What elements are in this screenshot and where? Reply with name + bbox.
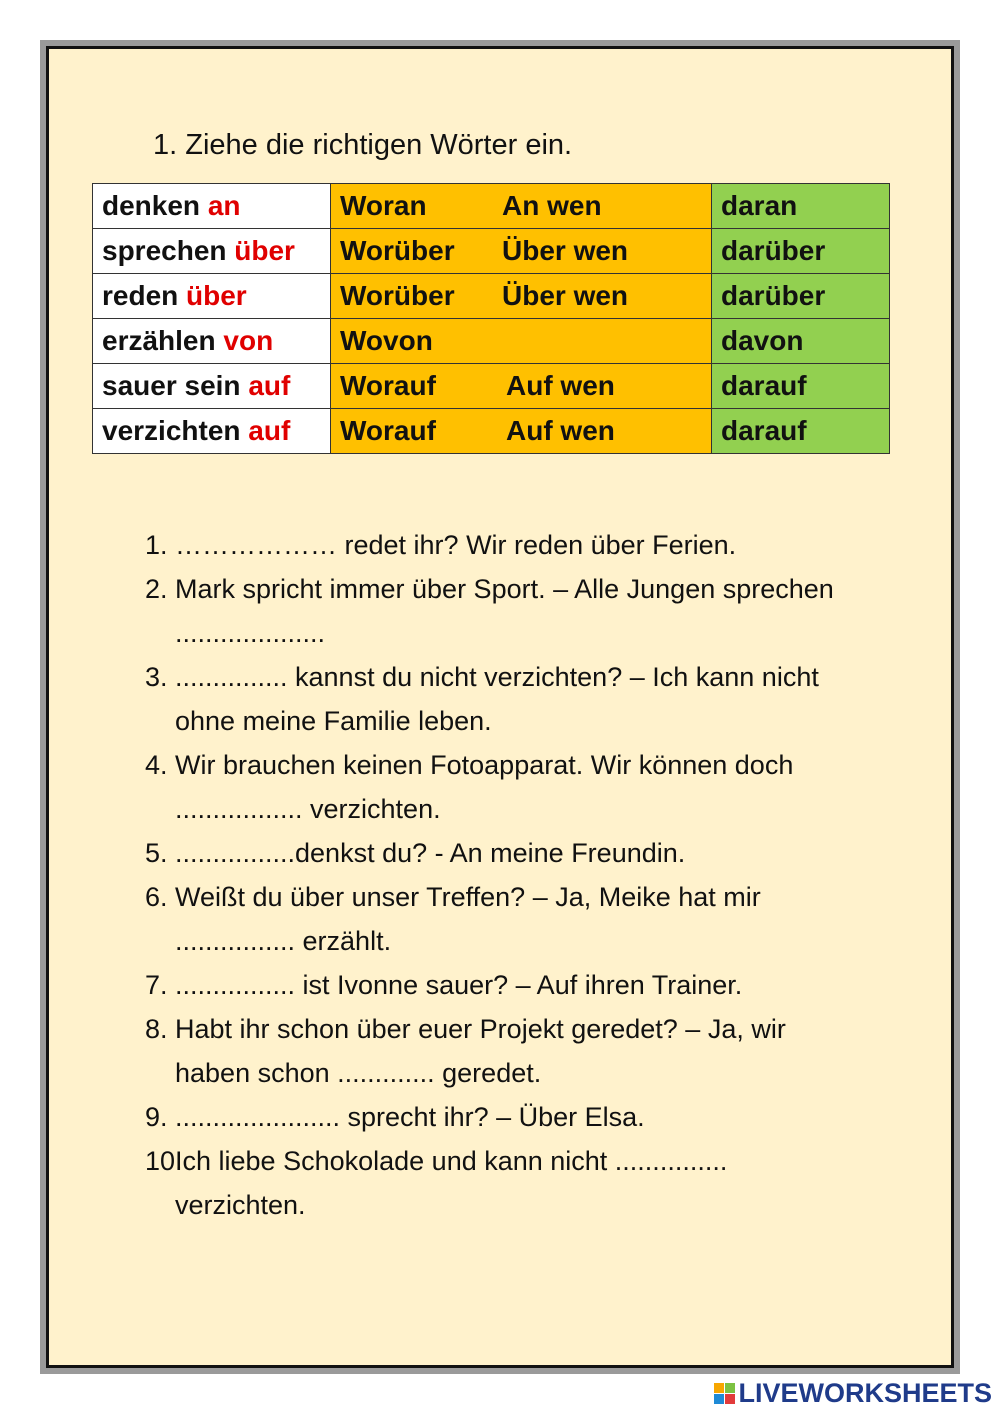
- pronominal-adverb-cell: daran: [712, 184, 890, 229]
- liveworksheets-logo-icon: [714, 1383, 735, 1404]
- exercise-item: [145, 1007, 865, 1095]
- worksheet-frame: [40, 40, 960, 1374]
- verb-cell: [93, 184, 331, 229]
- exercise-sentence: Weißt du über unser Treffen? – Ja, Meike hat mir ................ erzählt.: [175, 882, 761, 956]
- question-word-thing: Worauf: [340, 370, 436, 401]
- question-word-cell: [331, 274, 712, 319]
- exercise-number: 9.: [145, 1102, 168, 1132]
- exercise-item: [145, 567, 865, 655]
- verb-text: verzichten: [102, 415, 249, 446]
- pronominal-adverb-cell: darüber: [712, 274, 890, 319]
- exercise-number: 10.: [145, 1146, 183, 1176]
- table-row: [93, 184, 890, 229]
- exercise-list: [145, 523, 865, 1227]
- exercise-sentence: Ich liebe Schokolade und kann nicht ............... verzichten.: [175, 1146, 728, 1220]
- exercise-number: 4.: [145, 750, 168, 780]
- exercise-item: [145, 831, 865, 875]
- preposition-text: auf: [248, 370, 291, 401]
- verb-cell: [93, 274, 331, 319]
- exercise-number: 8.: [145, 1014, 168, 1044]
- table-row: [93, 409, 890, 454]
- question-word-thing: Worüber: [340, 280, 455, 311]
- exercise-item: [145, 523, 865, 567]
- table-row: [93, 364, 890, 409]
- brand-text: LIVEWORKSHEETS: [738, 1377, 992, 1408]
- liveworksheets-logo: [714, 1378, 992, 1408]
- exercise-item: [145, 1139, 865, 1227]
- exercise-sentence: ……………… redet ihr? Wir reden über Ferien.: [175, 530, 737, 560]
- exercise-item: [145, 743, 865, 831]
- table-row: [93, 229, 890, 274]
- exercise-item: [145, 1095, 865, 1139]
- exercise-sentence: ................denkst du? - An meine Freundin.: [175, 838, 686, 868]
- table-row: [93, 274, 890, 319]
- pronominal-adverb-cell: darüber: [712, 229, 890, 274]
- question-word-person: Über wen: [502, 280, 629, 311]
- exercise-number: 5.: [145, 838, 168, 868]
- preposition-text: auf: [248, 415, 291, 446]
- exercise-item: [145, 875, 865, 963]
- exercise-sentence: Wir brauchen keinen Fotoapparat. Wir können doch ................. verzichten.: [175, 750, 794, 824]
- verb-cell: [93, 229, 331, 274]
- question-word-thing: Wovon: [340, 325, 433, 356]
- exercise-number: 7.: [145, 970, 168, 1000]
- exercise-sentence: Habt ihr schon über euer Projekt geredet? – Ja, wir haben schon ............. geredet.: [175, 1014, 786, 1088]
- preposition-table: [92, 183, 890, 454]
- question-word-thing: Woran: [340, 190, 427, 221]
- verb-text: reden: [102, 280, 187, 311]
- verb-cell: [93, 364, 331, 409]
- exercise-number: 1.: [145, 530, 168, 560]
- verb-text: denken: [102, 190, 208, 221]
- verb-text: erzählen: [102, 325, 224, 356]
- question-word-person: Auf wen: [506, 370, 615, 401]
- question-word-person: An wen: [502, 190, 602, 221]
- exercise-number: 3.: [145, 662, 168, 692]
- preposition-text: über: [234, 235, 295, 266]
- exercise-sentence: ...................... sprecht ihr? – Über Elsa.: [175, 1102, 645, 1132]
- exercise-item: [145, 655, 865, 743]
- preposition-text: von: [223, 325, 274, 356]
- verb-text: sprechen: [102, 235, 235, 266]
- question-word-thing: Worüber: [340, 235, 455, 266]
- exercise-number: 2.: [145, 574, 168, 604]
- question-word-cell: [331, 409, 712, 454]
- pronominal-adverb-cell: darauf: [712, 409, 890, 454]
- verb-cell: [93, 409, 331, 454]
- table-row: [93, 319, 890, 364]
- exercise-number: 6.: [145, 882, 168, 912]
- exercise-sentence: Mark spricht immer über Sport. – Alle Jungen sprechen ....................: [175, 574, 834, 648]
- question-word-person: Auf wen: [506, 415, 615, 446]
- exercise-sentence: ................ ist Ivonne sauer? – Auf ihren Trainer.: [175, 970, 743, 1000]
- question-word-person: Über wen: [502, 235, 629, 266]
- pronominal-adverb-cell: darauf: [712, 364, 890, 409]
- question-word-thing: Worauf: [340, 415, 436, 446]
- preposition-text: an: [207, 190, 241, 221]
- preposition-text: über: [186, 280, 247, 311]
- verb-text: sauer sein: [102, 370, 249, 401]
- question-word-cell: [331, 319, 712, 364]
- pronominal-adverb-cell: davon: [712, 319, 890, 364]
- question-word-cell: [331, 229, 712, 274]
- task-heading: 1. Ziehe die richtigen Wörter ein.: [153, 129, 573, 161]
- verb-cell: [93, 319, 331, 364]
- question-word-cell: [331, 184, 712, 229]
- exercise-item: [145, 963, 865, 1007]
- exercise-sentence: ............... kannst du nicht verzichten? – Ich kann nicht ohne meine Familie leben.: [175, 662, 819, 736]
- worksheet-page: [46, 46, 954, 1368]
- question-word-cell: [331, 364, 712, 409]
